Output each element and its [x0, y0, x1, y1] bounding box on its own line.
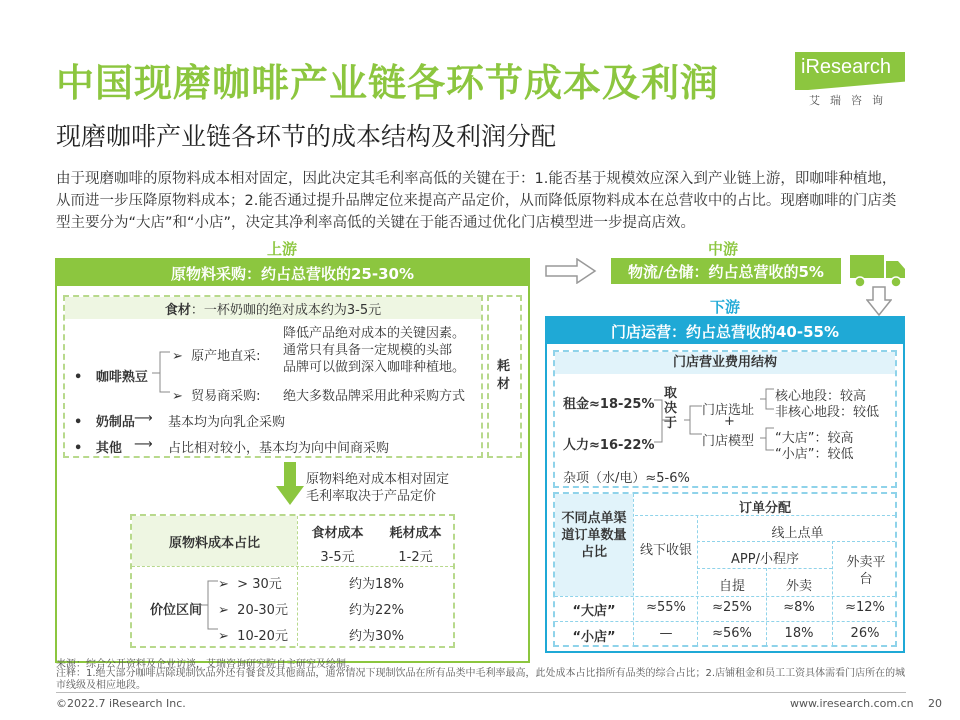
decide-label: 取决于: [664, 386, 678, 431]
page-number: 20: [928, 697, 942, 710]
dairy-arrow-icon: ⟶: [134, 411, 153, 426]
small-pickup: ≈56%: [712, 626, 752, 641]
decide-split: [682, 400, 704, 440]
big-platform: ≈12%: [845, 600, 885, 615]
midstream-header: 物流/仓储：约占总营收的5%: [611, 258, 841, 284]
big-store: “大店”：较高: [775, 431, 854, 446]
footnote: 注释：1.绝大部分咖啡店除现制饮品外还有餐食及其他商品，通常情况下现制饮品在所有品类中毛利率最高，此处成本占比指所有品类的综合占比；2.店铺租金和员工工资具体需看门店所在的城市线级及相应地段。: [56, 668, 906, 691]
iresearch-logo: [795, 52, 905, 112]
page-title: 中国现磨咖啡产业链各环节成本及利润: [56, 61, 720, 105]
small-delivery: 18%: [784, 626, 814, 641]
pct-row-2: 约为22%: [349, 603, 404, 618]
logo-subtext: 艾瑞咨询: [809, 94, 893, 107]
noncore-site: 非核心地段：较低: [775, 405, 880, 420]
downstream-label: 下游: [710, 298, 741, 316]
copyright: ©2022.7 iResearch Inc.: [56, 697, 186, 710]
cost-col2-value: 1-2元: [398, 550, 433, 565]
big-pickup: ≈25%: [712, 600, 752, 615]
cost-col1-header: 食材成本: [311, 526, 364, 541]
consumables-label: 耗材: [497, 359, 511, 392]
intro-paragraph: 由于现磨咖啡的原物料成本相对固定，因此决定其毛利率高低的关键在于：1.能否基于规模效应深入到产业链上游，即咖啡种植地，从而进一步压降原物料成本；2.能否通过提升品牌定位来提高产品定价，从而降低原物料成本在总营收中的占比。现磨咖啡的门店类型主要分为“大店”和“小店”，决定其净利率高低的关键在于能否通过优化门店模型进一步提高店效。: [56, 171, 897, 231]
upstream-header: 原物料采购：约占总营收的25-30%: [57, 260, 528, 286]
food-header-bold: 食材: [164, 302, 191, 318]
price-row-2: ➢ 20-30元: [218, 603, 288, 618]
model-label: 门店模型: [702, 434, 755, 449]
pickup-label: 自提: [718, 579, 745, 594]
small-store: “小店”：较低: [775, 447, 854, 462]
small-offline: —: [659, 626, 673, 641]
down-arrow-icon: [275, 462, 305, 506]
upstream-label: 上游: [267, 240, 298, 258]
core-site: 核心地段：较高: [775, 389, 867, 404]
source-note: 来源：综合公开资料及企业访谈，艾瑞咨询研究院自主研究及绘制。: [56, 659, 356, 670]
small-store-row-label: “小店”: [572, 630, 616, 645]
app-label: APP/小程序: [731, 552, 799, 567]
structure-header: 门店营业费用结构: [555, 352, 895, 374]
trader-desc: 绝大多数品牌采用此种采购方式: [283, 389, 466, 404]
big-offline: ≈55%: [646, 600, 686, 615]
arrow-note: 原物料绝对成本相对固定 毛利率取决于产品定价: [306, 472, 450, 504]
site-bracket: [758, 383, 776, 415]
model-bracket: [758, 424, 776, 456]
small-down-arrow-icon: [866, 286, 892, 316]
plus-sign: +: [724, 414, 735, 429]
other-arrow-icon: ⟶: [134, 437, 153, 452]
price-row-3: ➢ 10-20元: [218, 629, 288, 644]
big-store-row-label: “大店”: [572, 604, 616, 619]
big-delivery: ≈8%: [783, 600, 815, 615]
price-bracket: [198, 575, 220, 635]
coffee-beans-label: • 咖啡熟豆: [74, 370, 148, 385]
order-left-label: 不同点单渠道订单数量占比: [555, 494, 633, 596]
truck-icon: [848, 252, 908, 290]
price-row-1: ➢ > 30元: [218, 577, 282, 592]
offline-label: 线下收银: [640, 543, 693, 558]
origin-desc: 降低产品绝对成本的关键因素。 通常只有具备一定规模的头部 品牌可以做到深入咖啡种植地。: [283, 326, 466, 375]
misc-item: 杂项（水/电）≈5-6%: [563, 471, 690, 486]
other-desc: 占比相对较小，基本均为向中间商采购: [168, 441, 390, 456]
rent-item: 租金≈18-25%: [563, 397, 655, 412]
right-arrow-icon: [545, 258, 597, 284]
delivery-label: 外卖: [785, 579, 812, 594]
logo-text: iResearch: [801, 56, 892, 78]
dairy-desc: 基本均为向乳企采购: [168, 415, 286, 430]
other-label: • 其他: [74, 441, 122, 456]
pct-row-3: 约为30%: [349, 629, 404, 644]
price-range-label: 价位区间: [150, 603, 203, 618]
pct-row-1: 约为18%: [349, 577, 404, 592]
online-label: 线上点单: [771, 526, 824, 541]
platform-label: 外卖平台: [846, 555, 886, 587]
midstream-label: 中游: [708, 240, 739, 258]
dairy-label: • 奶制品: [74, 415, 135, 430]
origin-label: ➢ 原产地直采:: [172, 349, 261, 364]
food-header: [65, 297, 481, 319]
food-header-rest: ：一杯奶咖的绝对成本约为3-5元: [190, 302, 382, 318]
cost-col1-value: 3-5元: [320, 550, 355, 565]
page-subtitle: 现磨咖啡产业链各环节的成本结构及利润分配: [56, 122, 557, 151]
cost-header-main: 原物料成本占比: [132, 516, 297, 566]
order-header: 订单分配: [738, 501, 791, 516]
website: www.iresearch.com.cn: [790, 697, 914, 710]
small-platform: 26%: [850, 626, 880, 641]
trader-label: ➢ 贸易商采购:: [172, 389, 261, 404]
downstream-header: 门店运营：约占总营收的40-55%: [547, 318, 903, 344]
cost-col2-header: 耗材成本: [389, 526, 442, 541]
coffee-bracket: [150, 340, 174, 400]
site-label: 门店选址: [702, 403, 755, 418]
labor-item: 人力≈16-22%: [563, 438, 655, 453]
footer-divider: [56, 692, 906, 693]
